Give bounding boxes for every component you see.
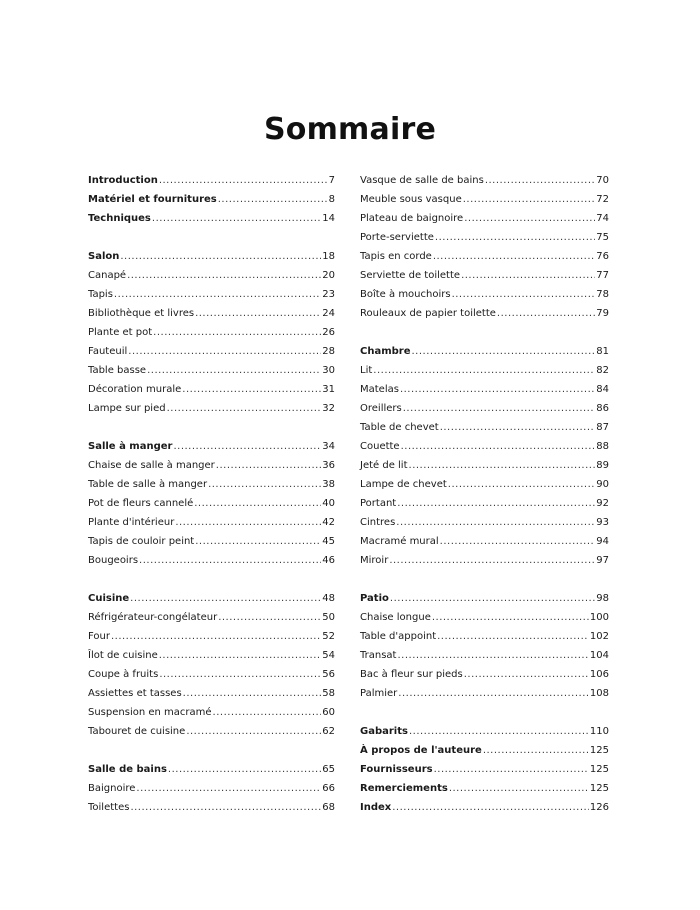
toc-section — [88, 171, 335, 228]
toc-entry — [360, 551, 609, 570]
toc-entry-page-number: 110 — [589, 726, 609, 737]
toc-entry-label: Bac à fleur sur pieds — [360, 669, 463, 680]
toc-entry — [360, 608, 609, 627]
toc-entry-page-number: 46 — [322, 555, 335, 566]
toc-entry-label: Décoration murale — [88, 384, 182, 395]
toc-entry-page-number: 8 — [328, 194, 335, 205]
dot-leader — [409, 722, 589, 741]
toc-heading-entry — [360, 722, 609, 741]
toc-entry-page-number: 23 — [322, 289, 335, 300]
toc-entry — [360, 228, 609, 247]
toc-entry — [88, 608, 335, 627]
toc-entry-label: Miroir — [360, 555, 389, 566]
toc-entry-page-number: 31 — [322, 384, 335, 395]
toc-entry — [88, 456, 335, 475]
toc-entry-label: Lampe sur pied — [88, 403, 166, 414]
toc-entry-label: Transat — [360, 650, 397, 661]
toc-entry-label: Cintres — [360, 517, 396, 528]
toc-entry-label: Chambre — [360, 346, 411, 357]
dot-leader — [390, 589, 595, 608]
dot-leader — [373, 361, 595, 380]
toc-entry-label: Canapé — [88, 270, 127, 281]
toc-entry-page-number: 72 — [596, 194, 609, 205]
toc-section — [360, 171, 609, 323]
toc-entry-label: Tapis de couloir peint — [88, 536, 195, 547]
dot-leader — [461, 266, 595, 285]
toc-heading-entry — [360, 741, 609, 760]
toc-entry-label: Couette — [360, 441, 400, 452]
toc-entry-label: Salle de bains — [88, 764, 167, 775]
toc-entry — [88, 266, 335, 285]
dot-leader — [403, 399, 596, 418]
toc-entry-label: Table de salle à manger — [88, 479, 208, 490]
toc-entry-label: Four — [88, 631, 110, 642]
toc-entry-page-number: 88 — [596, 441, 609, 452]
dot-leader — [435, 228, 595, 247]
toc-entry-label: Îlot de cuisine — [88, 650, 158, 661]
toc-entry — [88, 399, 335, 418]
toc-entry-label: Plante d'intérieur — [88, 517, 175, 528]
toc-entry-label: Vasque de salle de bains — [360, 175, 484, 186]
toc-entry — [360, 380, 609, 399]
toc-heading-entry — [88, 437, 335, 456]
toc-section — [360, 342, 609, 570]
toc-entry-label: Matériel et fournitures — [88, 194, 217, 205]
toc-entry-label: Coupe à fruits — [88, 669, 159, 680]
dot-leader — [195, 304, 321, 323]
toc-entry-page-number: 28 — [322, 346, 335, 357]
toc-entry-label: Oreillers — [360, 403, 402, 414]
dot-leader — [397, 494, 595, 513]
toc-entry-page-number: 94 — [596, 536, 609, 547]
toc-entry — [360, 513, 609, 532]
dot-leader — [485, 171, 595, 190]
toc-entry-page-number: 79 — [596, 308, 609, 319]
toc-entry-label: Lampe de chevet — [360, 479, 447, 490]
dot-leader — [128, 342, 321, 361]
dot-leader — [396, 513, 595, 532]
toc-entry-label: Fauteuil — [88, 346, 128, 357]
toc-entry-page-number: 14 — [322, 213, 335, 224]
toc-entry-label: Table d'appoint — [360, 631, 437, 642]
toc-entry-page-number: 125 — [589, 764, 609, 775]
dot-leader — [213, 703, 322, 722]
toc-entry-page-number: 75 — [596, 232, 609, 243]
toc-entry-page-number: 34 — [322, 441, 335, 452]
toc-entry-label: Chaise de salle à manger — [88, 460, 215, 471]
toc-entry-label: Bibliothèque et livres — [88, 308, 195, 319]
toc-entry — [360, 247, 609, 266]
dot-leader — [437, 627, 589, 646]
toc-entry-page-number: 90 — [596, 479, 609, 490]
dot-leader — [194, 494, 321, 513]
toc-entry — [360, 494, 609, 513]
toc-entry — [360, 418, 609, 437]
toc-entry — [88, 304, 335, 323]
dot-leader — [440, 418, 596, 437]
toc-entry-label: Patio — [360, 593, 389, 604]
toc-entry-page-number: 126 — [589, 802, 609, 813]
toc-entry — [88, 684, 335, 703]
toc-entry-page-number: 30 — [322, 365, 335, 376]
toc-section — [88, 247, 335, 418]
dot-leader — [398, 684, 589, 703]
dot-leader — [186, 722, 321, 741]
toc-heading-entry — [88, 247, 335, 266]
toc-entry — [88, 665, 335, 684]
toc-entry-page-number: 18 — [322, 251, 335, 262]
toc-entry — [88, 551, 335, 570]
dot-leader — [208, 475, 321, 494]
dot-leader — [167, 399, 322, 418]
toc-entry-page-number: 54 — [322, 650, 335, 661]
toc-entry — [88, 646, 335, 665]
toc-entry-page-number: 42 — [322, 517, 335, 528]
toc-entry-page-number: 89 — [596, 460, 609, 471]
toc-entry — [360, 190, 609, 209]
toc-entry-page-number: 87 — [596, 422, 609, 433]
toc-heading-entry — [88, 760, 335, 779]
dot-leader — [449, 779, 589, 798]
toc-entry-label: Fournisseurs — [360, 764, 433, 775]
toc-entry-label: Meuble sous vasque — [360, 194, 462, 205]
toc-entry-page-number: 56 — [322, 669, 335, 680]
dot-leader — [432, 608, 589, 627]
dot-leader — [397, 646, 588, 665]
toc-entry — [360, 171, 609, 190]
toc-heading-entry — [88, 190, 335, 209]
toc-entry-page-number: 93 — [596, 517, 609, 528]
toc-entry-label: Lit — [360, 365, 373, 376]
dot-leader — [159, 171, 328, 190]
toc-entry-label: Table basse — [88, 365, 147, 376]
toc-heading-entry — [360, 798, 609, 817]
toc-entry-page-number: 38 — [322, 479, 335, 490]
toc-heading-entry — [360, 342, 609, 361]
toc-entry-page-number: 84 — [596, 384, 609, 395]
toc-entry-label: Suspension en macramé — [88, 707, 212, 718]
dot-leader — [139, 551, 321, 570]
toc-entry-page-number: 32 — [322, 403, 335, 414]
toc-entry-label: Porte-serviette — [360, 232, 434, 243]
toc-entry-label: Toilettes — [88, 802, 130, 813]
dot-leader — [464, 665, 589, 684]
toc-entry-page-number: 92 — [596, 498, 609, 509]
toc-entry-label: Techniques — [88, 213, 151, 224]
dot-leader — [463, 190, 596, 209]
toc-entry — [88, 722, 335, 741]
toc-entry-label: Bougeoirs — [88, 555, 139, 566]
toc-entry — [360, 684, 609, 703]
dot-leader — [130, 798, 321, 817]
toc-entry-page-number: 62 — [322, 726, 335, 737]
dot-leader — [448, 475, 595, 494]
toc-entry — [88, 703, 335, 722]
toc-entry — [88, 627, 335, 646]
dot-leader — [120, 247, 321, 266]
dot-leader — [130, 589, 321, 608]
toc-entry-label: Salon — [88, 251, 120, 262]
toc-entry-page-number: 74 — [596, 213, 609, 224]
toc-entry-page-number: 100 — [589, 612, 609, 623]
toc-entry-page-number: 106 — [589, 669, 609, 680]
toc-entry-page-number: 40 — [322, 498, 335, 509]
toc-entry — [88, 285, 335, 304]
toc-entry-page-number: 7 — [328, 175, 335, 186]
dot-leader — [111, 627, 321, 646]
toc-entry — [88, 798, 335, 817]
dot-leader — [147, 361, 321, 380]
toc-entry — [88, 380, 335, 399]
toc-entry-label: Tapis — [88, 289, 113, 300]
toc-entry-label: Macramé mural — [360, 536, 439, 547]
toc-entry-label: À propos de l'auteure — [360, 745, 482, 756]
toc-column-right — [360, 171, 609, 836]
toc-entry-page-number: 26 — [322, 327, 335, 338]
toc-entry-label: Palmier — [360, 688, 398, 699]
toc-entry — [360, 285, 609, 304]
toc-entry — [88, 475, 335, 494]
toc-entry-page-number: 36 — [322, 460, 335, 471]
toc-entry — [88, 513, 335, 532]
toc-entry — [360, 646, 609, 665]
toc-section — [88, 760, 335, 817]
toc-entry-label: Rouleaux de papier toilette — [360, 308, 496, 319]
toc-entry-page-number: 86 — [596, 403, 609, 414]
toc-entry — [360, 456, 609, 475]
toc-entry-page-number: 82 — [596, 365, 609, 376]
toc-entry-label: Gabarits — [360, 726, 408, 737]
dot-leader — [159, 646, 322, 665]
dot-leader — [218, 190, 328, 209]
toc-entry — [88, 779, 335, 798]
toc-entry-page-number: 65 — [322, 764, 335, 775]
dot-leader — [218, 608, 321, 627]
toc-entry-label: Réfrigérateur-congélateur — [88, 612, 218, 623]
toc-entry-page-number: 48 — [322, 593, 335, 604]
dot-leader — [183, 684, 322, 703]
toc-entry — [360, 475, 609, 494]
dot-leader — [152, 209, 321, 228]
toc-heading-entry — [88, 209, 335, 228]
toc-entry — [360, 399, 609, 418]
toc-entry — [360, 437, 609, 456]
toc-entry-label: Salle à manger — [88, 441, 173, 452]
toc-entry-label: Chaise longue — [360, 612, 431, 623]
toc-entry-page-number: 76 — [596, 251, 609, 262]
dot-leader — [497, 304, 595, 323]
toc-entry-page-number: 50 — [322, 612, 335, 623]
toc-entry — [88, 494, 335, 513]
toc-entry-label: Plante et pot — [88, 327, 153, 338]
toc-entry-page-number: 125 — [589, 783, 609, 794]
toc-entry-page-number: 68 — [322, 802, 335, 813]
toc-entry-page-number: 104 — [589, 650, 609, 661]
toc-entry-label: Matelas — [360, 384, 399, 395]
toc-entry-label: Portant — [360, 498, 397, 509]
toc-entry-label: Table de chevet — [360, 422, 439, 433]
toc-entry — [360, 532, 609, 551]
toc-entry — [88, 532, 335, 551]
toc-entry-label: Boîte à mouchoirs — [360, 289, 451, 300]
toc-entry-page-number: 77 — [596, 270, 609, 281]
toc-entry-page-number: 78 — [596, 289, 609, 300]
page-title: Sommaire — [263, 112, 436, 148]
dot-leader — [389, 551, 595, 570]
toc-entry-page-number: 58 — [322, 688, 335, 699]
toc-entry — [360, 266, 609, 285]
dot-leader — [452, 285, 596, 304]
toc-entry-label: Plateau de baignoire — [360, 213, 464, 224]
toc-heading-entry — [360, 779, 609, 798]
toc-entry-page-number: 125 — [589, 745, 609, 756]
toc-entry-page-number: 66 — [322, 783, 335, 794]
dot-leader — [440, 532, 596, 551]
toc-entry-page-number: 97 — [596, 555, 609, 566]
toc-entry-page-number: 45 — [322, 536, 335, 547]
dot-leader — [464, 209, 595, 228]
toc-heading-entry — [360, 760, 609, 779]
toc-entry-label: Remerciements — [360, 783, 448, 794]
toc-heading-entry — [88, 589, 335, 608]
dot-leader — [173, 437, 321, 456]
dot-leader — [168, 760, 321, 779]
toc-entry-label: Pot de fleurs cannelé — [88, 498, 194, 509]
dot-leader — [216, 456, 321, 475]
toc-entry — [88, 361, 335, 380]
dot-leader — [483, 741, 589, 760]
toc-entry — [360, 209, 609, 228]
dot-leader — [433, 247, 595, 266]
toc-entry — [360, 304, 609, 323]
toc-entry-label: Jeté de lit — [360, 460, 408, 471]
dot-leader — [127, 266, 321, 285]
dot-leader — [136, 779, 321, 798]
dot-leader — [175, 513, 321, 532]
toc-entry-page-number: 24 — [322, 308, 335, 319]
dot-leader — [409, 456, 596, 475]
toc-heading-entry — [360, 589, 609, 608]
dot-leader — [182, 380, 321, 399]
toc-entry-label: Index — [360, 802, 392, 813]
dot-leader — [412, 342, 596, 361]
dot-leader — [159, 665, 321, 684]
toc-entry-label: Cuisine — [88, 593, 130, 604]
toc-entry-label: Introduction — [88, 175, 158, 186]
dot-leader — [392, 798, 589, 817]
toc-entry — [360, 627, 609, 646]
toc-entry-label: Serviette de toilette — [360, 270, 461, 281]
toc-entry — [88, 323, 335, 342]
toc-entry-page-number: 98 — [596, 593, 609, 604]
dot-leader — [400, 380, 595, 399]
toc-entry-page-number: 52 — [322, 631, 335, 642]
toc-entry-label: Tapis en corde — [360, 251, 432, 262]
toc-section — [360, 722, 609, 817]
toc-entry-page-number: 108 — [589, 688, 609, 699]
toc-entry — [360, 361, 609, 380]
toc-entry — [88, 342, 335, 361]
toc-column-left — [88, 171, 335, 836]
dot-leader — [153, 323, 321, 342]
toc-section — [360, 589, 609, 703]
toc-entry-page-number: 20 — [322, 270, 335, 281]
dot-leader — [434, 760, 589, 779]
toc-entry-label: Tabouret de cuisine — [88, 726, 186, 737]
dot-leader — [114, 285, 321, 304]
toc-entry-label: Baignoire — [88, 783, 136, 794]
toc-entry — [360, 665, 609, 684]
toc-entry-page-number: 70 — [596, 175, 609, 186]
toc-entry-page-number: 102 — [589, 631, 609, 642]
dot-leader — [195, 532, 321, 551]
toc-section — [88, 437, 335, 570]
dot-leader — [401, 437, 596, 456]
toc-section — [88, 589, 335, 741]
toc-entry-label: Assiettes et tasses — [88, 688, 182, 699]
toc-entry-page-number: 60 — [322, 707, 335, 718]
toc-entry-page-number: 81 — [596, 346, 609, 357]
toc-heading-entry — [88, 171, 335, 190]
